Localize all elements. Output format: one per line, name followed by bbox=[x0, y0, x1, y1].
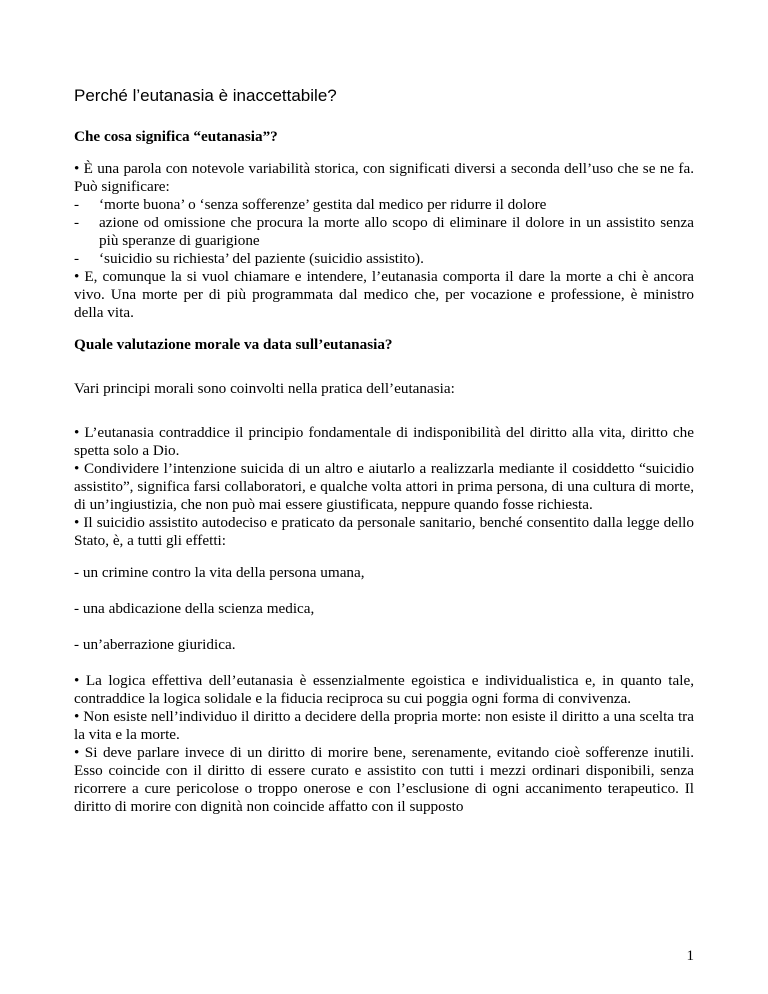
bullet-paragraph: • L’eutanasia contraddice il principio fondamentale di indisponibilità del diritto alla vita, diritto che spetta solo a Dio. bbox=[74, 424, 694, 459]
list-item-text: azione od omissione che procura la morte allo scopo di eliminare il dolore in un assistito senza più speranze di guarigione bbox=[99, 214, 694, 249]
moral-intro: Vari principi morali sono coinvolti nella pratica dell’eutanasia: bbox=[74, 380, 455, 397]
list-marker: - bbox=[74, 214, 80, 231]
bullet-paragraph: • La logica effettiva dell’eutanasia è essenzialmente egoistica e individualistica e, in quanto tale, contraddice la logica solidale e la fiducia reciproca su cui poggia ogni forma di convivenza. bbox=[74, 672, 694, 707]
bullet-paragraph: • Condividere l’intenzione suicida di un altro e aiutarlo a realizzarla mediante il cosiddetto “suicidio assistito”, significa farsi collaboratori, e qualche volta attori in prima persona, di una cultura di morte, di un’ingiustizia, che non può mai essere giustificata, neppure quando fosse richiesta. bbox=[74, 460, 694, 513]
list-marker: - bbox=[74, 250, 80, 267]
meaning-intro: • È una parola con notevole variabilità storica, con significati diversi a seconda dell’uso che se ne fa. Può significare: bbox=[74, 160, 694, 195]
list-item-text: ‘morte buona’ o ‘senza sofferenze’ gestita dal medico per ridurre il dolore bbox=[99, 196, 547, 213]
bullet-paragraph: • Si deve parlare invece di un diritto di morire bene, serenamente, evitando cioè sofferenze inutili. Esso coincide con il diritto di essere curato e assistito con tutti i mezzi ordinari disponibili, senza ricorrere a cure pericolose o troppo onerose e con l’esclusione di ogni accanimento terapeutico. Il diritto di morire con dignità non coincide affatto con il supposto bbox=[74, 744, 694, 815]
effect-item: - un crimine contro la vita della persona umana, bbox=[74, 564, 365, 581]
bullet-paragraph: • Non esiste nell’individuo il diritto a decidere della propria morte: non esiste il diritto a una scelta tra la vita e la morte. bbox=[74, 708, 694, 743]
list-item bbox=[74, 214, 694, 250]
section-heading-moral: Quale valutazione morale va data sull’eutanasia? bbox=[74, 336, 393, 353]
document-content bbox=[74, 86, 694, 816]
meaning-list bbox=[74, 196, 694, 268]
bullet-paragraph: • Il suicidio assistito autodeciso e praticato da personale sanitario, benché consentito dalla legge dello Stato, è, a tutti gli effetti: bbox=[74, 514, 694, 549]
list-item bbox=[74, 196, 694, 214]
effect-item: - un’aberrazione giuridica. bbox=[74, 636, 236, 653]
meaning-paragraph: • E, comunque la si vuol chiamare e intendere, l’eutanasia comporta il dare la morte a chi è ancora vivo. Una morte per di più programmata dal medico che, per vocazione e professione, è ministro della vita. bbox=[74, 268, 694, 321]
list-item-text: ‘suicidio su richiesta’ del paziente (suicidio assistito). bbox=[99, 250, 424, 267]
page-number: 1 bbox=[686, 948, 694, 964]
section-heading-meaning: Che cosa significa “eutanasia”? bbox=[74, 128, 278, 145]
effect-item: - una abdicazione della scienza medica, bbox=[74, 600, 315, 617]
document-title: Perché l’eutanasia è inaccettabile? bbox=[74, 86, 337, 105]
list-marker: - bbox=[74, 196, 80, 213]
list-item bbox=[74, 250, 694, 268]
